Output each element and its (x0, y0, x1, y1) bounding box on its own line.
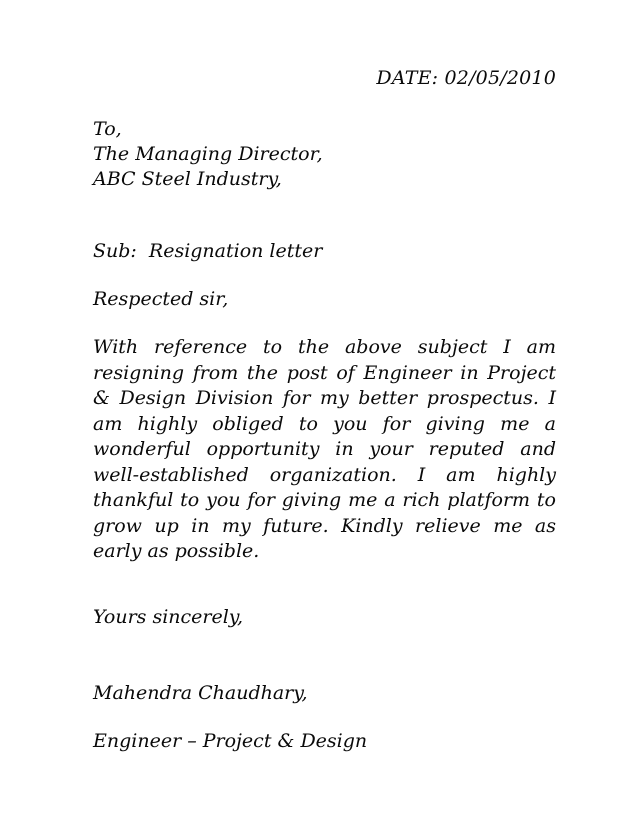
recipient-line-company: ABC Steel Industry, (93, 168, 282, 190)
recipient-line-to: To, (93, 118, 122, 140)
letter-content (93, 0, 556, 754)
closing-line: Yours sincerely, (93, 605, 244, 628)
recipient-address-block (93, 90, 556, 192)
date-line: DATE: 02/05/2010 (376, 67, 556, 89)
salutation: Respected sir, (93, 288, 229, 310)
signer-name: Mahendra Chaudhary, (93, 681, 308, 704)
subject-line: Sub: Resignation letter (93, 240, 323, 262)
body-paragraph: With reference to the above subject I am resigning from the post of Engineer in Project & Design Division for my better prospectus. I am highly obliged to you for giving me a wonderful opportunity in your reputed and well-established organization. I am highly thankful to you for giving me a rich platform to grow up in my future. Kindly relieve me as early as possible. (93, 336, 556, 562)
recipient-line-designation: The Managing Director, (93, 143, 323, 165)
signer-title: Engineer – Project & Design (93, 729, 368, 752)
